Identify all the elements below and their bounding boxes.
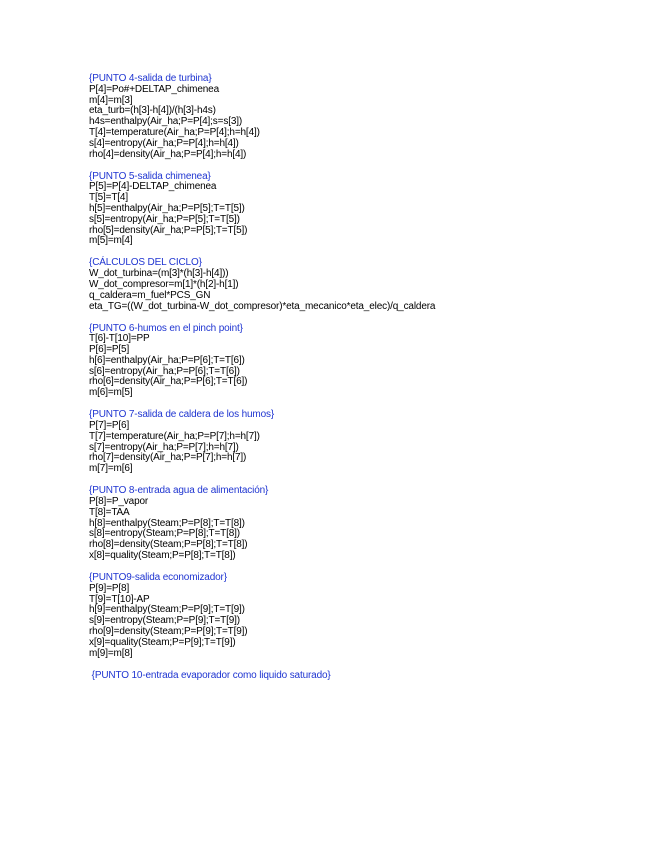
- code-line: s[5]=entropy(Air_ha;P=P[5];T=T[5]): [89, 213, 240, 225]
- code-line: eta_turb=(h[3]-h[4])/(h[3]-h4s): [89, 105, 216, 117]
- section-comment: {CÁLCULOS DEL CICLO}: [89, 257, 202, 269]
- code-line: T[8]=TAA: [89, 506, 130, 518]
- section-punto-10: [89, 671, 629, 682]
- code-line: P[8]=P_vapor: [89, 496, 149, 508]
- code-line: q_caldera=m_fuel*PCS_GN: [89, 289, 211, 301]
- code-line: m[7]=m[6]: [89, 463, 133, 475]
- code-line: s[7]=entropy(Air_ha;P=P[7];h=h[7]): [89, 441, 239, 453]
- section-comment: {PUNTO 6-humos en el pinch point}: [89, 322, 243, 334]
- code-line: h[6]=enthalpy(Air_ha;P=P[6];T=T[6]): [89, 354, 245, 366]
- code-line: T[9]=T[10]-AP: [89, 593, 150, 605]
- section-punto-6: [89, 324, 629, 400]
- code-line: h[5]=enthalpy(Air_ha;P=P[5];T=T[5]): [89, 202, 245, 214]
- section-comment: {PUNTO9-salida economizador}: [89, 572, 227, 583]
- code-line: m[5]=m[4]: [89, 235, 133, 247]
- section-comment: {PUNTO 10-entrada evaporador como liquido saturado}: [89, 669, 331, 681]
- code-line: s[6]=entropy(Air_ha;P=P[6];T=T[6]): [89, 365, 240, 377]
- code-line: m[6]=m[5]: [89, 387, 133, 399]
- code-line: rho[5]=density(Air_ha;P=P[5];T=T[5]): [89, 224, 248, 236]
- code-line: rho[7]=density(Air_ha;P=P[7];h=h[7]): [89, 452, 247, 464]
- code-line: h4s=enthalpy(Air_ha;P=P[4];s=s[3]): [89, 116, 243, 128]
- code-line: P[7]=P[6]: [89, 420, 130, 432]
- section-punto-9: [89, 573, 629, 659]
- code-line: h[8]=enthalpy(Steam;P=P[8];T=T[8]): [89, 517, 245, 529]
- code-line: x[8]=quality(Steam;P=P[8];T=T[8]): [89, 550, 236, 562]
- code-line: T[6]-T[10]=PP: [89, 333, 150, 345]
- document-body: [89, 74, 629, 693]
- section-comment: {PUNTO 7-salida de caldera de los humos}: [89, 409, 275, 421]
- section-comment: {PUNTO 8-entrada agua de alimentación}: [89, 485, 269, 497]
- code-line: P[9]=P[8]: [89, 582, 130, 594]
- code-line: P[6]=P[5]: [89, 344, 130, 356]
- code-line: x[9]=quality(Steam;P=P[9];T=T[9]): [89, 636, 236, 648]
- code-line: P[5]=P[4]-DELTAP_chimenea: [89, 181, 217, 193]
- section-comment: {PUNTO 5-salida chimenea}: [89, 170, 211, 182]
- code-line: T[4]=temperature(Air_ha;P=P[4];h=h[4]): [89, 126, 260, 138]
- code-line: m[4]=m[3]: [89, 94, 133, 106]
- code-line: s[8]=entropy(Steam;P=P[8];T=T[8]): [89, 528, 240, 540]
- code-line: T[5]=T[4]: [89, 192, 128, 204]
- code-line: W_dot_turbina=(m[3]*(h[3]-h[4])): [89, 268, 229, 280]
- section-calculos-ciclo: [89, 258, 629, 312]
- code-line: W_dot_compresor=m[1]*(h[2]-h[1]): [89, 278, 239, 290]
- code-line: rho[9]=density(Steam;P=P[9];T=T[9]): [89, 625, 248, 637]
- section-punto-4: [89, 74, 629, 160]
- section-punto-5: [89, 172, 629, 248]
- section-punto-8: [89, 486, 629, 562]
- code-line: P[4]=Po#+DELTAP_chimenea: [89, 83, 219, 95]
- code-line: s[4]=entropy(Air_ha;P=P[4];h=h[4]): [89, 137, 239, 149]
- code-line: eta_TG=((W_dot_turbina-W_dot_compresor)*eta_mecanico*eta_elec)/q_caldera: [89, 300, 436, 312]
- code-line: s[9]=entropy(Steam;P=P[9];T=T[9]): [89, 615, 240, 627]
- code-line: rho[8]=density(Steam;P=P[8];T=T[8]): [89, 539, 248, 551]
- section-comment: {PUNTO 4-salida de turbina}: [89, 73, 212, 84]
- code-line: m[9]=m[8]: [89, 647, 133, 659]
- code-line: T[7]=temperature(Air_ha;P=P[7];h=h[7]): [89, 430, 260, 442]
- code-line: h[9]=enthalpy(Steam;P=P[9];T=T[9]): [89, 604, 245, 616]
- code-line: rho[6]=density(Air_ha;P=P[6];T=T[6]): [89, 376, 248, 388]
- section-punto-7: [89, 410, 629, 475]
- code-line: rho[4]=density(Air_ha;P=P[4];h=h[4]): [89, 148, 247, 160]
